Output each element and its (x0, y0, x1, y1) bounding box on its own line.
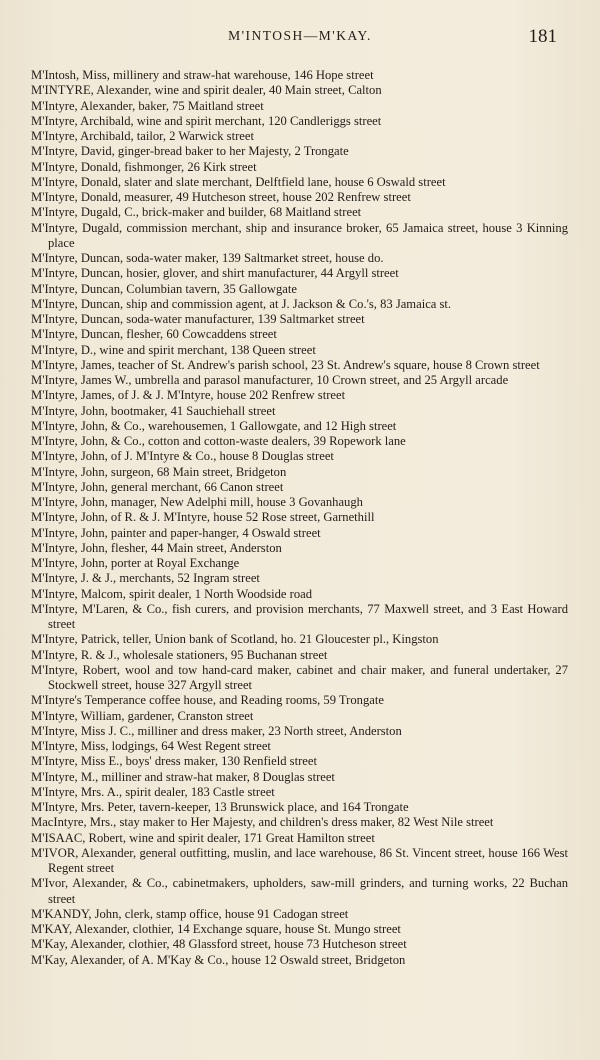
directory-entry: M'Intyre, James, teacher of St. Andrew's parish school, 23 St. Andrew's square, house 8 Crown street (31, 357, 540, 372)
directory-entry: M'Intyre, M., milliner and straw-hat maker, 8 Douglas street (31, 769, 335, 784)
directory-entry: M'Kay, Alexander, of A. M'Kay & Co., house 12 Oswald street, Bridgeton (31, 952, 406, 967)
directory-entry: M'Intyre, Alexander, baker, 75 Maitland street (31, 98, 264, 113)
directory-entry: M'Intyre, Duncan, Columbian tavern, 35 Gallowgate (31, 281, 297, 296)
directory-entry: M'Intyre, Duncan, ship and commission agent, at J. Jackson & Co.'s, 83 Jamaica st. (31, 296, 452, 311)
directory-entry: M'Intyre, John, painter and paper-hanger, 4 Oswald street (31, 525, 321, 540)
directory-entry: M'Intyre, John, flesher, 44 Main street, Anderston (31, 540, 282, 555)
directory-entry: M'Intyre, Duncan, soda-water maker, 139 Saltmarket street, house do. (31, 251, 384, 265)
directory-entry: M'Intyre, John, manager, New Adelphi mill, house 3 Govanhaugh (31, 495, 363, 509)
directory-entry: M'Intyre, R. & J., wholesale stationers, 95 Buchanan street (31, 647, 328, 662)
directory-entry: M'Intyre, Dugald, commission merchant, ship and insurance broker, 65 Jamaica street, house 3 Kinning place (31, 220, 568, 250)
page-header (0, 26, 600, 50)
directory-entry: M'Intyre, Archibald, wine and spirit merchant, 120 Candleriggs street (31, 113, 382, 128)
directory-entry: M'Intyre, James, of J. & J. M'Intyre, house 202 Renfrew street (31, 388, 346, 403)
directory-entry: M'Intyre, M'Laren, & Co., fish curers, and provision merchants, 77 Maxwell street, and 3 East Howard street (31, 601, 568, 631)
directory-entry: M'Intyre, Mrs. Peter, tavern-keeper, 13 Brunswick place, and 164 Trongate (31, 800, 409, 814)
directory-entry: M'IVOR, Alexander, general outfitting, muslin, and lace warehouse, 86 St. Vincent street, house 166 West Regent street (31, 845, 568, 875)
directory-entry: M'ISAAC, Robert, wine and spirit dealer, 171 Great Hamilton street (31, 830, 375, 845)
directory-entry: M'Intyre, J. & J., merchants, 52 Ingram street (31, 571, 260, 586)
directory-entry: M'Intyre, David, ginger-bread baker to her Majesty, 2 Trongate (31, 144, 349, 159)
directory-entry: M'Intyre, James W., umbrella and parasol manufacturer, 10 Crown street, and 25 Argyll arcade (31, 373, 509, 387)
directory-entry: M'Intyre, John, & Co., cotton and cotton-waste dealers, 39 Ropework lane (31, 434, 406, 448)
directory-entry: M'Intosh, Miss, millinery and straw-hat warehouse, 146 Hope street (31, 68, 374, 82)
directory-entry: M'Ivor, Alexander, & Co., cabinetmakers, upholders, saw-mill grinders, and turning works, 22 Buchan street (31, 876, 568, 906)
directory-entry: M'Intyre, Patrick, teller, Union bank of Scotland, ho. 21 Gloucester pl., Kingston (31, 632, 439, 647)
running-head: M'INTOSH—M'KAY. (228, 28, 372, 43)
directory-entry: M'Intyre, Mrs. A., spirit dealer, 183 Castle street (31, 784, 275, 799)
directory-entry: M'Intyre's Temperance coffee house, and Reading rooms, 59 Trongate (31, 693, 384, 708)
directory-entry: M'Intyre, Robert, wool and tow hand-card maker, cabinet and chair maker, and funeral undertaker, 27 Stockwell street, house 327 Argyll street (31, 662, 568, 692)
directory-entry: M'INTYRE, Alexander, wine and spirit dealer, 40 Main street, Calton (31, 83, 382, 98)
directory-entry: M'Intyre, Miss J. C., milliner and dress maker, 23 North street, Anderston (31, 723, 402, 738)
directory-entry: M'Intyre, John, bootmaker, 41 Sauchiehall street (31, 403, 276, 418)
directory-entry: M'Intyre, John, of J. M'Intyre & Co., house 8 Douglas street (31, 449, 334, 464)
directory-entry: M'KANDY, John, clerk, stamp office, house 91 Cadogan street (31, 906, 349, 921)
directory-entry: M'Intyre, Duncan, soda-water manufacturer, 139 Saltmarket street (31, 312, 365, 326)
directory-entry: M'Intyre, Donald, slater and slate merchant, Delftfield lane, house 6 Oswald street (31, 174, 446, 189)
directory-entry: M'Intyre, Duncan, hosier, glover, and shirt manufacturer, 44 Argyll street (31, 266, 399, 281)
directory-entry: M'Intyre, Miss E., boys' dress maker, 130 Renfield street (31, 754, 317, 769)
directory-entry: M'Intyre, John, & Co., warehousemen, 1 Gallowgate, and 12 High street (31, 418, 397, 433)
directory-entry: M'Intyre, D., wine and spirit merchant, 138 Queen street (31, 342, 316, 357)
directory-entry: M'Intyre, Malcom, spirit dealer, 1 North Woodside road (31, 586, 313, 601)
directory-entry: M'Intyre, Dugald, C., brick-maker and builder, 68 Maitland street (31, 205, 362, 220)
directory-entry: M'KAY, Alexander, clothier, 14 Exchange square, house St. Mungo street (31, 922, 401, 936)
page-number: 181 (528, 26, 557, 47)
directory-entries (31, 68, 568, 968)
directory-entry: M'Intyre, Archibald, tailor, 2 Warwick street (31, 129, 254, 143)
directory-entry: M'Intyre, Duncan, flesher, 60 Cowcaddens street (31, 327, 277, 342)
directory-entry: M'Intyre, John, porter at Royal Exchange (31, 556, 240, 570)
directory-entry: M'Intyre, John, general merchant, 66 Canon street (31, 479, 284, 494)
directory-entry: MacIntyre, Mrs., stay maker to Her Majesty, and children's dress maker, 82 West Nile street (31, 815, 494, 830)
directory-entry: M'Intyre, Donald, fishmonger, 26 Kirk street (31, 159, 257, 174)
directory-entry: M'Intyre, Donald, measurer, 49 Hutcheson street, house 202 Renfrew street (31, 190, 411, 204)
directory-entry: M'Intyre, William, gardener, Cranston street (31, 708, 254, 723)
directory-entry: M'Kay, Alexander, clothier, 48 Glassford street, house 73 Hutcheson street (31, 937, 407, 952)
directory-entry: M'Intyre, John, of R. & J. M'Intyre, house 52 Rose street, Garnethill (31, 510, 375, 525)
directory-entry: M'Intyre, John, surgeon, 68 Main street, Bridgeton (31, 464, 287, 479)
directory-entry: M'Intyre, Miss, lodgings, 64 West Regent street (31, 739, 271, 753)
